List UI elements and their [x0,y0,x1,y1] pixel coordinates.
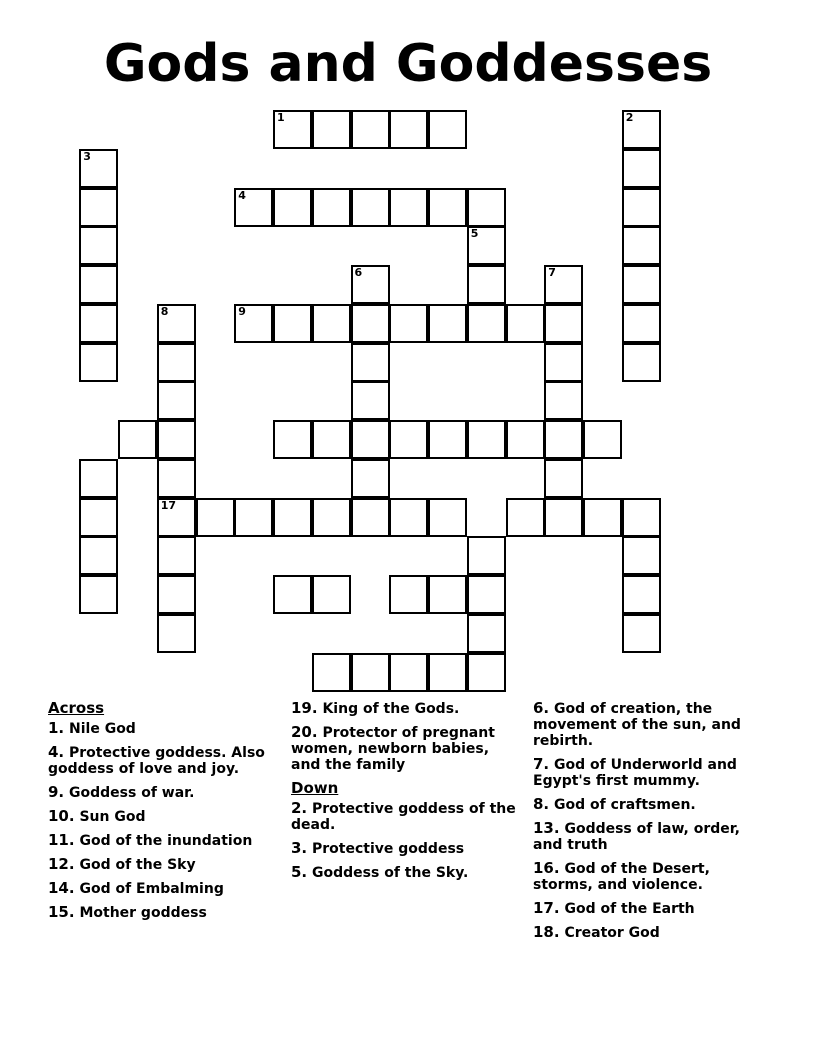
grid-cell[interactable] [622,498,661,537]
grid-cell[interactable] [234,188,273,227]
grid-cell[interactable] [622,614,661,653]
grid-cell[interactable] [544,420,583,459]
across-heading: Across [48,699,105,717]
clue-item-number: 14. [48,879,75,897]
grid-cell[interactable] [273,304,312,343]
clue-item-number: 4. [48,743,65,761]
grid-cell[interactable] [273,575,312,614]
clue-item-number: 11. [48,831,75,849]
grid-cell[interactable] [79,226,118,265]
grid-cell[interactable] [506,420,545,459]
clue-item [48,880,283,897]
clue-item [291,840,523,857]
clue-item-number: 2. [291,799,308,817]
grid-cell[interactable] [428,575,467,614]
clue-item-text: God of creation, the movement of the sun, and rebirth. [533,701,741,749]
grid-cell[interactable] [351,304,390,343]
grid-cell[interactable] [389,575,428,614]
grid-cell[interactable] [622,188,661,227]
clue-item [533,756,773,789]
clue-item-number: 3. [291,839,308,857]
grid-cell[interactable] [467,653,506,692]
clues-column-1 [48,700,283,928]
grid-cell[interactable] [428,304,467,343]
clue-number: 5 [470,227,479,241]
grid-cell[interactable] [79,536,118,575]
clue-item [533,796,773,813]
clue-item [533,700,773,749]
grid-cell[interactable] [79,498,118,537]
grid-cell[interactable] [157,343,196,382]
clue-item-number: 19. [291,699,318,717]
grid-cell[interactable] [157,304,196,343]
clue-item-number: 16. [533,859,560,877]
clue-item-text: Protective goddess [312,841,465,857]
grid-cell[interactable] [79,304,118,343]
clue-number: 2 [625,111,634,124]
clue-item-number: 9. [48,783,65,801]
grid-cell[interactable] [467,536,506,575]
clue-number: 7 [548,266,556,279]
grid-cell[interactable] [622,536,661,575]
clue-item-text: Mother goddess [79,905,207,921]
grid-cell[interactable] [312,498,351,537]
grid-cell[interactable] [351,188,390,227]
clue-number: 4 [238,188,246,202]
clue-item-number: 7. [533,755,550,773]
clue-number: 6 [354,266,363,279]
grid-cell[interactable] [389,420,428,459]
grid-cell[interactable] [312,304,351,343]
grid-cell[interactable] [467,304,506,343]
clue-item-text: Creator God [564,925,660,941]
clue-item [48,784,283,801]
clue-number: 8 [160,304,169,318]
grid-cell[interactable] [622,149,661,188]
grid-cell[interactable] [234,304,273,343]
grid-cell[interactable] [544,498,583,537]
clue-item-text: God of the Sky [79,857,196,873]
grid-cell[interactable] [273,110,312,149]
grid-cell[interactable] [157,381,196,420]
grid-cell[interactable] [351,381,390,420]
grid-cell[interactable] [157,498,196,537]
grid-cell[interactable] [79,575,118,614]
grid-cell[interactable] [583,498,622,537]
clue-item-text: Protective goddess of the dead. [291,801,516,833]
grid-cell[interactable] [312,653,351,692]
clues-column-2 [291,700,523,888]
grid-cell[interactable] [351,498,390,537]
grid-cell[interactable] [234,498,273,537]
clue-item [48,904,283,921]
grid-cell[interactable] [467,226,506,265]
grid-cell[interactable] [273,188,312,227]
grid-cell[interactable] [583,420,622,459]
clue-item-number: 17. [533,899,560,917]
grid-cell[interactable] [389,110,428,149]
grid-cell[interactable] [312,575,351,614]
clue-item [48,832,283,849]
grid-cell[interactable] [389,188,428,227]
grid-cell[interactable] [428,498,467,537]
clue-item-text: God of the inundation [79,833,253,849]
clue-item [291,800,523,833]
grid-cell[interactable] [79,188,118,227]
grid-cell[interactable] [428,110,467,149]
clues-column-3 [533,700,773,948]
clue-item [533,820,773,853]
grid-cell[interactable] [273,420,312,459]
grid-cell[interactable] [389,653,428,692]
clue-item-number: 8. [533,795,550,813]
grid-cell[interactable] [467,614,506,653]
clue-item-text: Sun God [79,809,146,825]
clue-number: 17 [160,498,177,512]
grid-cell[interactable] [157,420,196,459]
clue-item-text: God of Underworld and Egypt's first mummy. [533,757,737,789]
grid-cell[interactable] [544,381,583,420]
clue-item-number: 13. [533,819,560,837]
grid-cell[interactable] [622,226,661,265]
clue-item [48,856,283,873]
grid-cell[interactable] [622,265,661,304]
grid-cell[interactable] [506,304,545,343]
grid-cell[interactable] [312,110,351,149]
grid-cell[interactable] [544,304,583,343]
clue-number: 9 [238,304,246,318]
clue-item-number: 10. [48,807,75,825]
grid-cell[interactable] [312,420,351,459]
grid-cell[interactable] [273,498,312,537]
grid-cell[interactable] [79,343,118,382]
grid-cell[interactable] [351,459,390,498]
grid-cell[interactable] [351,265,390,304]
clue-item-text: Protective goddess. Also goddess of love and joy. [48,745,265,777]
clue-item-number: 20. [291,723,318,741]
grid-cell[interactable] [622,343,661,382]
grid-cell[interactable] [506,498,545,537]
clue-item-text: Goddess of law, order, and truth [533,821,740,853]
clue-item [533,924,773,941]
grid-cell[interactable] [467,265,506,304]
clue-item-number: 18. [533,923,560,941]
page-title: Gods and Goddesses [103,34,713,94]
grid-cell[interactable] [544,459,583,498]
grid-cell[interactable] [351,420,390,459]
grid-cell[interactable] [622,575,661,614]
clue-item-number: 12. [48,855,75,873]
grid-cell[interactable] [622,110,661,149]
clue-item-text: God of Embalming [79,881,224,897]
grid-cell[interactable] [157,575,196,614]
clue-item-text: Goddess of war. [69,785,195,801]
clue-item-text: God of craftsmen. [554,797,696,813]
grid-cell[interactable] [467,575,506,614]
clue-item-text: King of the Gods. [322,701,460,717]
clue-number: 3 [83,149,91,163]
grid-cell[interactable] [467,188,506,227]
clue-item [291,700,523,717]
clue-item-number: 6. [533,699,550,717]
clue-item-number: 5. [291,863,308,881]
grid-cell[interactable] [157,536,196,575]
clue-item-text: Goddess of the Sky. [312,865,469,881]
grid-cell[interactable] [428,420,467,459]
grid-cell[interactable] [351,343,390,382]
grid-cell[interactable] [544,343,583,382]
grid-cell[interactable] [196,498,235,537]
grid-cell[interactable] [467,420,506,459]
grid-cell[interactable] [351,110,390,149]
clue-item [48,744,283,777]
grid-cell[interactable] [312,188,351,227]
grid-cell[interactable] [157,614,196,653]
grid-cell[interactable] [389,498,428,537]
grid-cell[interactable] [389,304,428,343]
clue-item-text: Nile God [69,721,136,737]
clue-item-text: God of the Desert, storms, and violence. [533,861,710,893]
grid-cell[interactable] [118,420,157,459]
clue-item-text: Protector of pregnant women, newborn babies, and the family [291,725,495,773]
grid-cell[interactable] [157,459,196,498]
clue-number: 1 [277,111,285,124]
grid-cell[interactable] [79,459,118,498]
clue-item-number: 15. [48,903,75,921]
grid-cell[interactable] [544,265,583,304]
grid-cell[interactable] [351,653,390,692]
clue-item [48,808,283,825]
grid-cell[interactable] [79,265,118,304]
clue-item [48,720,283,737]
clue-item [533,900,773,917]
grid-cell[interactable] [428,653,467,692]
grid-cell[interactable] [622,304,661,343]
clue-item-number: 1. [48,719,65,737]
grid-cell[interactable] [79,149,118,188]
clue-item-text: God of the Earth [564,901,695,917]
down-heading: Down [291,779,339,797]
clue-item [291,724,523,773]
clue-item [533,860,773,893]
clue-item [291,864,523,881]
grid-cell[interactable] [428,188,467,227]
